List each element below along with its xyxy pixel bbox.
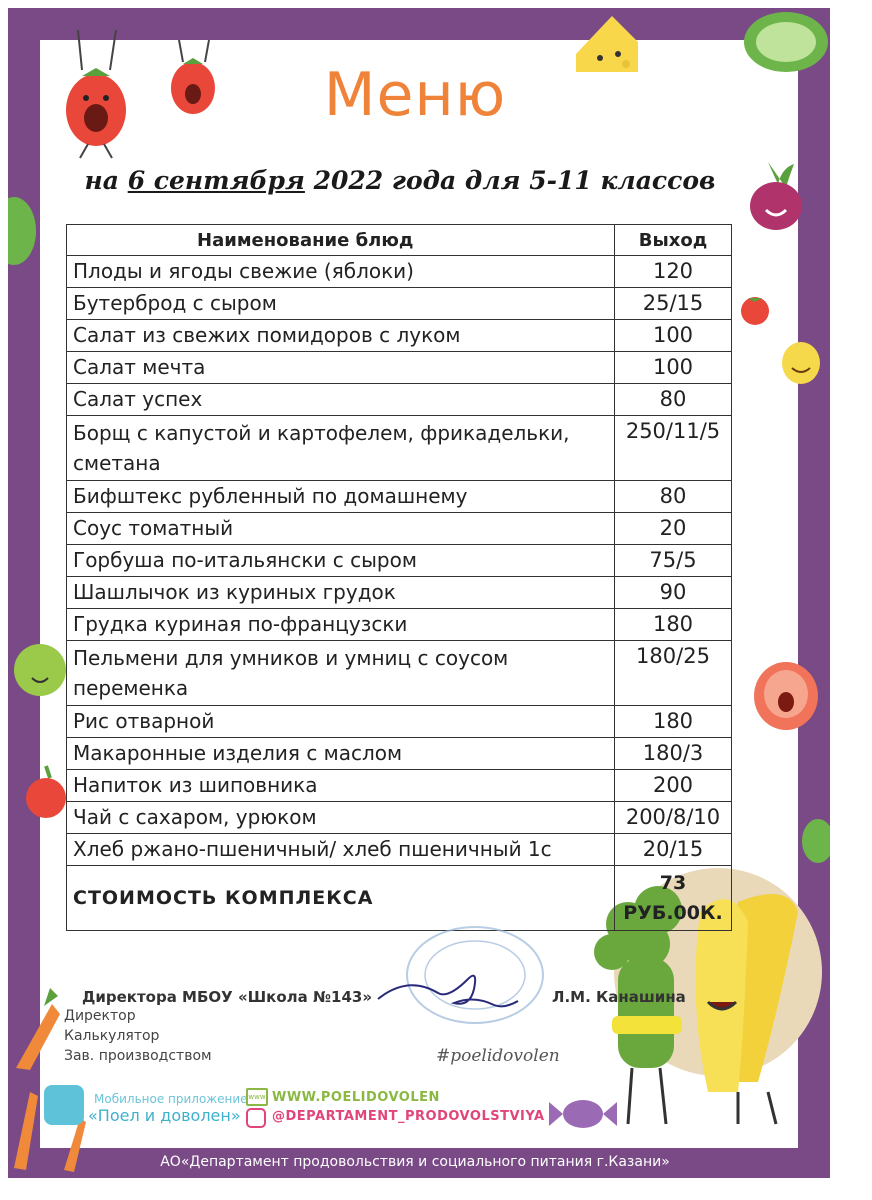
dish-output: 25/15 [615,288,732,320]
staff-calculator: Калькулятор [64,1028,160,1044]
table-row [67,609,732,641]
dish-name: Борщ с капустой и картофелем, фрикадельки, сметана [67,416,615,481]
table-row [67,416,732,481]
dish-name: Чай с сахаром, урюком [67,802,615,834]
table-row [67,641,732,706]
subtitle-date: 6 сентября [127,166,305,195]
director-signature-label: Директора МБОУ «Школа №143» [82,988,373,1006]
footer-organization: АО«Департамент продовольствия и социального питания г.Казани» [160,1154,670,1170]
dish-output: 120 [615,256,732,288]
table-row [67,770,732,802]
tiny-tomato-icon [738,292,772,326]
dish-name: Бифштекс рубленный по домашнему [67,481,615,513]
website-link[interactable]: WWW.POELIDOVOLEN [272,1090,440,1105]
total-row [67,866,732,931]
handwritten-signature-icon [372,965,522,1015]
dish-name: Салат мечта [67,352,615,384]
table-row [67,384,732,416]
dish-name: Салат из свежих помидоров с луком [67,320,615,352]
instagram-icon [246,1108,266,1128]
table-row [67,352,732,384]
dish-name: Напиток из шиповника [67,770,615,802]
table-row [67,706,732,738]
dish-output: 180/25 [615,641,732,706]
table-row [67,802,732,834]
dish-output: 90 [615,577,732,609]
thumbs-up-app-icon [44,1085,84,1125]
header-dish-name: Наименование блюд [67,225,615,256]
dish-name: Соус томатный [67,513,615,545]
menu-table [66,224,732,931]
dish-output: 20/15 [615,834,732,866]
dish-output: 75/5 [615,545,732,577]
staff-production-head: Зав. производством [64,1048,212,1064]
table-header-row [67,225,732,256]
dish-output: 200/8/10 [615,802,732,834]
table-row [67,545,732,577]
page-title: Меню [323,60,507,130]
total-value-currency: РУБ.00К. [623,902,723,924]
page-subtitle [0,166,800,195]
dish-output: 200 [615,770,732,802]
www-icon: www [246,1088,268,1106]
dish-output: 180 [615,706,732,738]
leaf-icon [796,816,830,866]
cucumber-slice-icon [8,196,38,266]
table-row [67,738,732,770]
dish-name: Рис отварной [67,706,615,738]
total-value-amount: 73 [659,872,687,894]
ham-character-icon [752,654,822,734]
dish-name: Макаронные изделия с маслом [67,738,615,770]
app-label-name: «Поел и доволен» [88,1106,241,1125]
table-row [67,481,732,513]
dish-output: 20 [615,513,732,545]
lemon-character-icon [780,340,822,386]
carrot-character-icon [10,984,70,1074]
dish-name: Горбуша по-итальянски с сыром [67,545,615,577]
dish-output: 180/3 [615,738,732,770]
dish-name: Шашлычок из куриных грудок [67,577,615,609]
dish-output: 80 [615,481,732,513]
dish-name: Салат успех [67,384,615,416]
table-row [67,577,732,609]
table-row [67,288,732,320]
dish-name: Пельмени для умников и умниц с соусом переменка [67,641,615,706]
instagram-link[interactable]: @DEPARTAMENT_PRODOVOLSTVIYA [272,1109,545,1124]
dish-name: Бутерброд с сыром [67,288,615,320]
header-output: Выход [615,225,732,256]
dish-output: 250/11/5 [615,416,732,481]
dish-output: 100 [615,320,732,352]
subtitle-suffix: 2022 года для 5-11 классов [304,166,716,195]
table-row [67,834,732,866]
table-row [67,513,732,545]
total-value [615,866,732,931]
hashtag-text: #poelidovolen [436,1046,560,1066]
total-label: СТОИМОСТЬ КОМПЛЕКСА [67,866,615,931]
table-row [67,320,732,352]
subtitle-prefix: на [84,166,128,195]
dish-name: Плоды и ягоды свежие (яблоки) [67,256,615,288]
app-label-top: Мобильное приложение [94,1092,248,1106]
staff-director: Директор [64,1008,136,1024]
dish-output: 100 [615,352,732,384]
director-name: Л.М. Канашина [552,988,686,1006]
dish-name: Хлеб ржано-пшеничный/ хлеб пшеничный 1с [67,834,615,866]
apple-character-icon [10,630,70,700]
dish-output: 180 [615,609,732,641]
table-row [67,256,732,288]
dish-name: Грудка куриная по-французски [67,609,615,641]
dish-output: 80 [615,384,732,416]
